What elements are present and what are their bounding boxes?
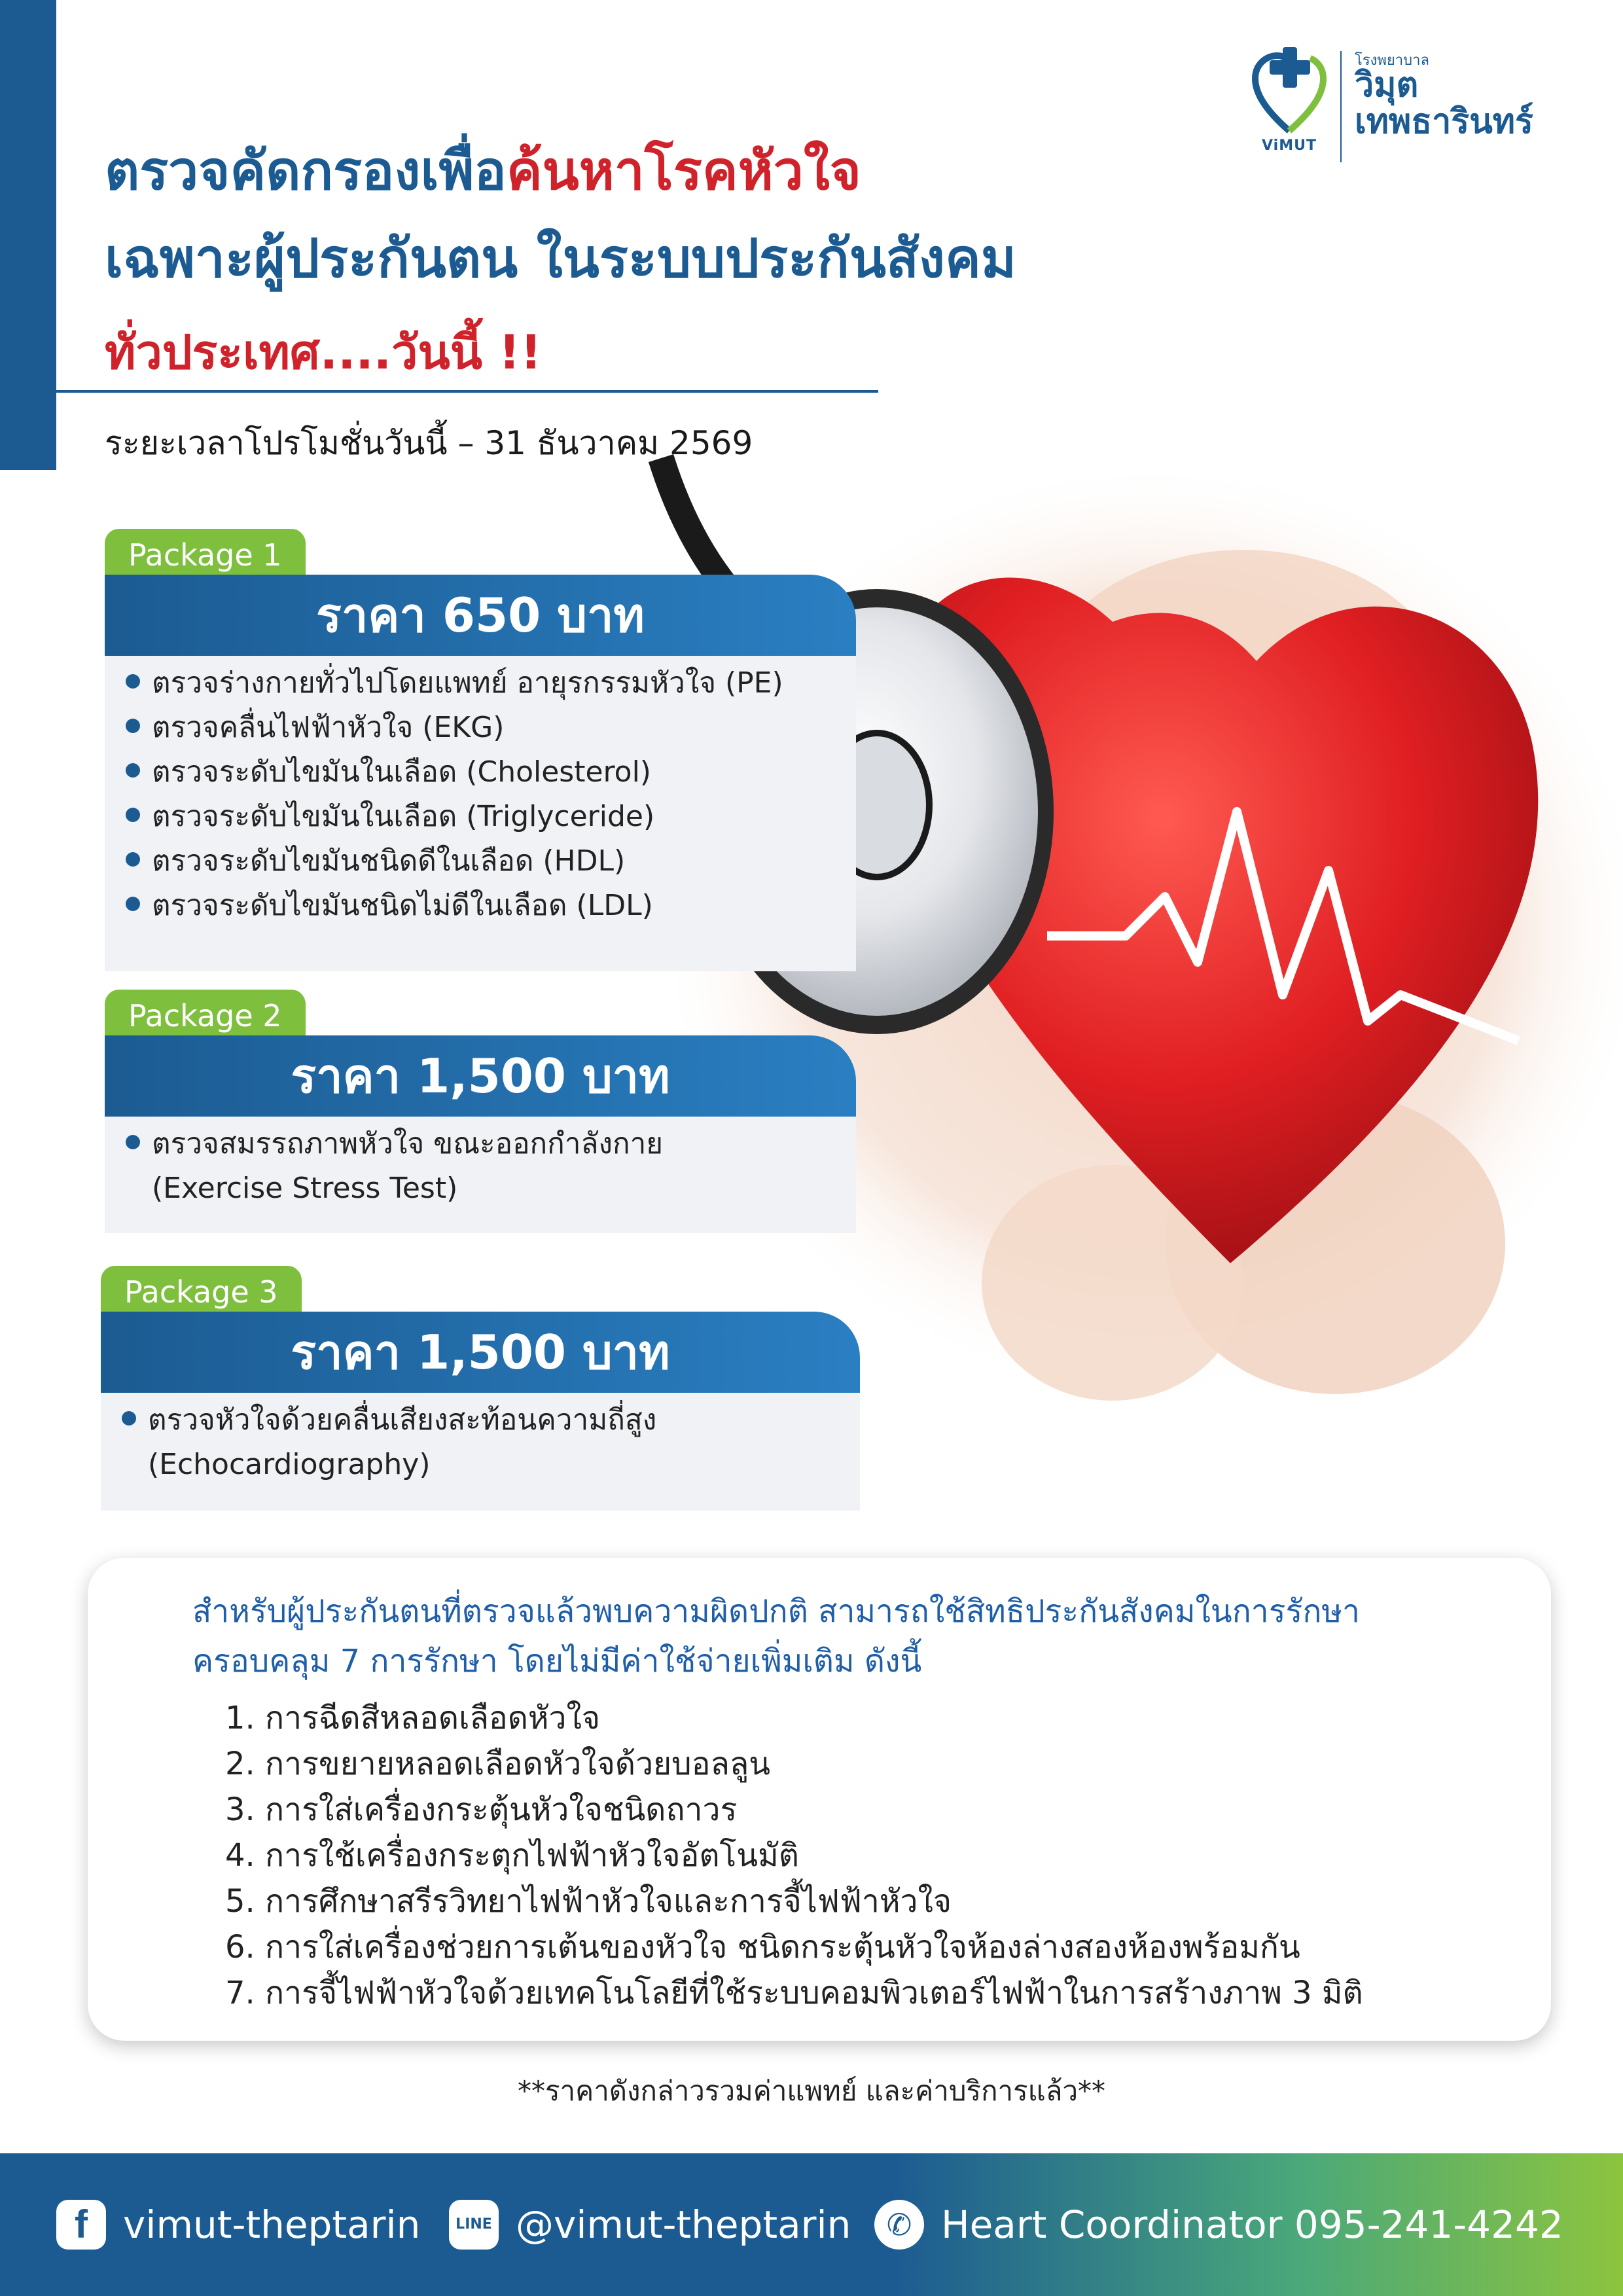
package-3 [101, 1266, 860, 1508]
headline-line1 [105, 128, 861, 213]
package-item: ตรวจระดับไขมันชนิดไม่ดีในเลือด (LDL) [105, 884, 856, 928]
package-3-price: ราคา 1,500 บาท [101, 1312, 860, 1393]
price-footnote: **ราคาดังกล่าวรวมค่าแพทย์ และค่าบริการแล้ว** [517, 2075, 1106, 2107]
coverage-box [88, 1558, 1551, 2041]
phone-number: Heart Coordinator 095-241-4242 [941, 2202, 1563, 2247]
package-3-items [101, 1393, 860, 1511]
line-contact[interactable] [449, 2153, 851, 2296]
contact-footer [0, 2153, 1623, 2296]
package-2 [105, 990, 856, 1232]
logo-name-line1: วิมุต [1355, 65, 1419, 105]
package-item: ตรวจระดับไขมันในเลือด (Cholesterol) [105, 750, 856, 795]
facebook-handle: vimut-theptarin [123, 2202, 421, 2247]
headline-line3: ทั่วประเทศ....วันนี้ !! [105, 325, 542, 380]
coverage-item: 2. การขยายหลอดเลือดหัวใจด้วยบอลลูน [225, 1746, 771, 1782]
facebook-icon: f [56, 2200, 106, 2250]
package-1-items [105, 656, 856, 971]
logo-small-text: โรงพยาบาล [1355, 52, 1429, 69]
coverage-item: 1. การฉีดสีหลอดเลือดหัวใจ [225, 1700, 601, 1736]
headline-divider [56, 390, 878, 393]
coverage-item: 5. การศึกษาสรีรวิทยาไฟฟ้าหัวใจและการจี้ไฟฟ้าหัวใจ [225, 1883, 952, 1920]
package-item: ตรวจหัวใจด้วยคลื่นเสียงสะท้อนความถี่สูง [101, 1398, 860, 1443]
coverage-item: 4. การใช้เครื่องกระตุกไฟฟ้าหัวใจอัตโนมัติ [225, 1837, 799, 1874]
logo-divider [1340, 51, 1342, 162]
package-item: ตรวจระดับไขมันชนิดดีในเลือด (HDL) [105, 839, 856, 884]
vimut-heart-cross-icon [1250, 46, 1329, 137]
package-1 [105, 529, 856, 966]
facebook-contact[interactable] [56, 2153, 420, 2296]
promo-period: ระยะเวลาโปรโมชั่นวันนี้ – 31 ธันวาคม 2569 [105, 424, 753, 462]
headline-line1-prefix: ตรวจคัดกรองเพื่อ [105, 140, 507, 202]
package-3-tab: Package 3 [101, 1266, 302, 1318]
package-2-tab: Package 2 [105, 990, 306, 1042]
headline-line1-highlight: ค้นหาโรคหัวใจ [506, 140, 861, 202]
line-handle: @vimut-theptarin [516, 2202, 851, 2247]
package-item: ตรวจระดับไขมันในเลือด (Triglyceride) [105, 795, 856, 839]
package-2-price: ราคา 1,500 บาท [105, 1035, 856, 1117]
coverage-item: 7. การจี้ไฟฟ้าหัวใจด้วยเทคโนโลยีที่ใช้ระบบคอมพิวเตอร์ไฟฟ้าในการสร้างภาพ 3 มิติ [225, 1975, 1363, 2011]
hospital-logo [1250, 46, 1564, 170]
left-accent-bar [0, 0, 56, 470]
phone-icon: ✆ [874, 2200, 924, 2250]
phone-contact[interactable] [874, 2153, 1563, 2296]
headline-line2: เฉพาะผู้ประกันตน ในระบบประกันสังคม [105, 228, 1016, 290]
package-1-price: ราคา 650 บาท [105, 575, 856, 656]
package-item: ตรวจร่างกายทั่วไปโดยแพทย์ อายุรกรรมหัวใจ (PE) [105, 661, 856, 706]
package-item: ตรวจคลื่นไฟฟ้าหัวใจ (EKG) [105, 706, 856, 750]
coverage-list [225, 1695, 1363, 2016]
package-item: ตรวจสมรรถภาพหัวใจ ขณะออกกำลังกาย [105, 1122, 856, 1166]
coverage-intro: สำหรับผู้ประกันตนที่ตรวจแล้วพบความผิดปกติ สามารถใช้สิทธิประกันสังคมในการรักษา ครอบคลุม 7 การรักษา โดยไม่มีค่าใช้จ่ายเพิ่มเติม ดังนี้ [192, 1593, 1360, 1679]
coverage-item: 3. การใส่เครื่องกระตุ้นหัวใจชนิดถาวร [225, 1791, 738, 1828]
logo-brand-text: ViMUT [1262, 137, 1317, 154]
package-item-sub: (Echocardiography) [148, 1448, 431, 1481]
logo-name-line2: เทพธารินทร์ [1355, 102, 1533, 141]
package-item-sub: (Exercise Stress Test) [152, 1172, 458, 1205]
line-icon: LINE [449, 2200, 499, 2250]
package-2-items [105, 1117, 856, 1233]
coverage-item: 6. การใส่เครื่องช่วยการเต้นของหัวใจ ชนิดกระตุ้นหัวใจห้องล่างสองห้องพร้อมกัน [225, 1929, 1300, 1965]
package-1-tab: Package 1 [105, 529, 306, 581]
